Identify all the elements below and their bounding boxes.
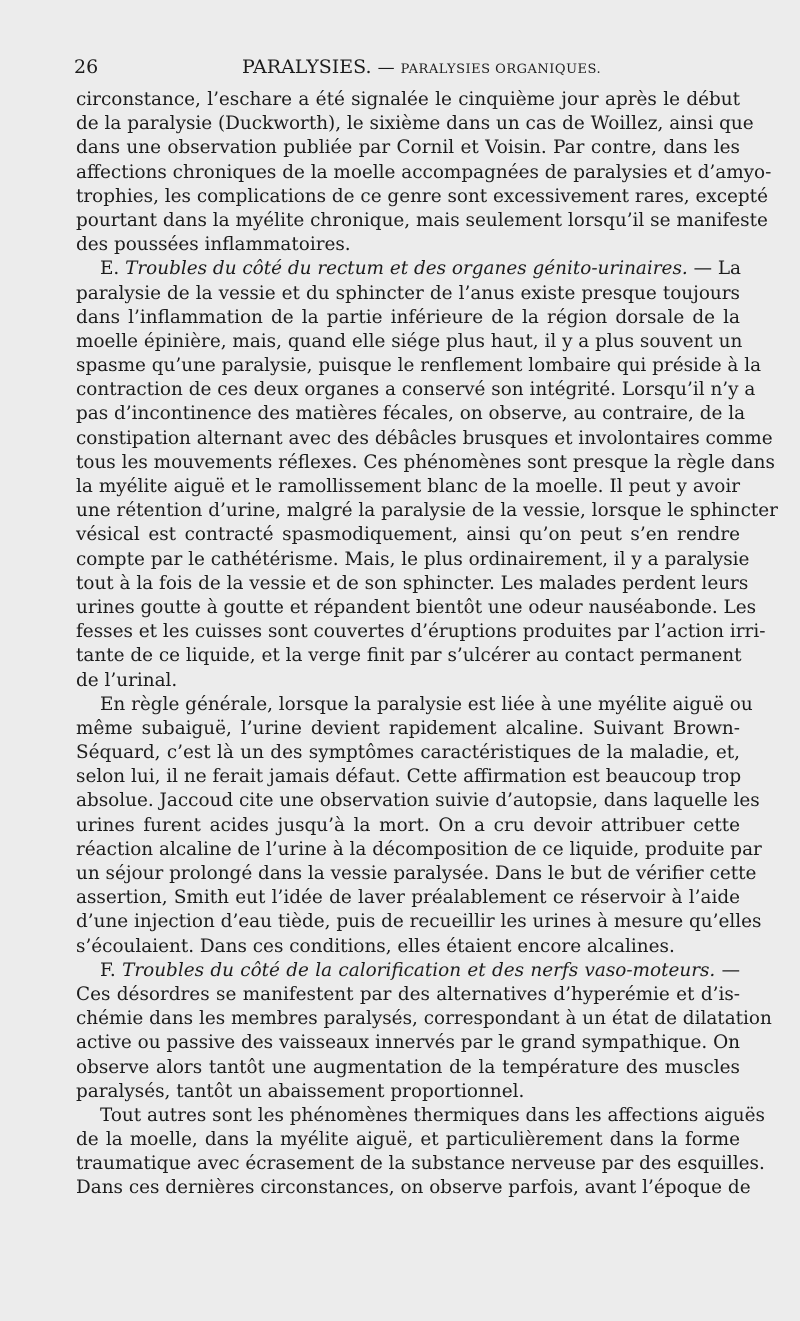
text-line: moelle épinière, mais, quand elle siége plus haut, il y a plus souvent un [76, 330, 743, 352]
text-line: s’écoulaient. Dans ces conditions, elles étaient encore alcalines. [76, 935, 675, 957]
text-line: Ces désordres se manifestent par des alternatives d’hyperémie et d’is- [76, 983, 740, 1005]
page-header [74, 54, 740, 82]
text-line: une rétention d’urine, malgré la paralysie de la vessie, lorsque le sphincter [76, 500, 778, 522]
text-line: selon lui, il ne ferait jamais défaut. Cette affirmation est beaucoup trop [76, 766, 742, 788]
text-line: compte par le cathétérisme. Mais, le plus ordinairement, il y a paralysie [76, 548, 750, 570]
text-line: dans une observation publiée par Cornil et Voisin. Par contre, dans les [76, 137, 740, 159]
section-heading-suffix: — La [687, 258, 741, 280]
text-line: fesses et les cuisses sont couvertes d’éruptions produites par l’action irri- [76, 621, 766, 643]
body-text [76, 88, 778, 1201]
text-line: chémie dans les membres paralysés, correspondant à un état de dilatation [76, 1008, 772, 1030]
text-line: de la paralysie (Duckworth), le sixième dans un cas de Woillez, ainsi que [76, 113, 754, 135]
text-line: assertion, Smith eut l’idée de laver préalablement ce réservoir à l’aide [76, 887, 740, 909]
page-number: 26 [74, 56, 99, 78]
running-title-main: PARALYSIES. [242, 56, 372, 78]
text-line: la myélite aiguë et le ramollissement blanc de la moelle. Il peut y avoir [76, 476, 740, 497]
text-line: paralysés, tantôt un abaissement proportionnel. [76, 1080, 525, 1102]
text-line: d’une injection d’eau tiède, puis de recueillir les urines à mesure qu’elles [76, 911, 762, 933]
text-line: de la moelle, dans la myélite aiguë, et particulièrement dans la forme [76, 1129, 740, 1151]
text-line: urines goutte à goutte et répandent bientôt une odeur nauséabonde. Les [76, 596, 757, 618]
text-line: Dans ces dernières circonstances, on observe parfois, avant l’époque de [76, 1177, 751, 1199]
section-heading: Troubles du côté du rectum et des organes génito-urinaires. [125, 258, 688, 280]
text-line: tout à la fois de la vessie et de son sphincter. Les malades perdent leurs [76, 572, 749, 594]
section-letter: E. [100, 258, 126, 280]
text-line: pas d’incontinence des matières fécales, on observe, au contraire, de la [76, 403, 746, 425]
text-line: active ou passive des vaisseaux innervés par le grand sympathique. On [76, 1032, 741, 1054]
text-line: observe alors tantôt une augmentation de la température des muscles [76, 1056, 740, 1078]
text-line: paralysie de la vessie et du sphincter de l’anus existe presque toujours [76, 282, 740, 304]
text-line [76, 959, 740, 983]
text-line: tous les mouvements réflexes. Ces phénomènes sont presque la règle dans [76, 451, 775, 473]
text-line: vésical est contracté spasmodiquement, ainsi qu’on peut s’en rendre [76, 524, 740, 546]
text-line: constipation alternant avec des débâcles brusques et involontaires comme [76, 427, 773, 449]
text-line: dans l’inflammation de la partie inférieure de la région dorsale de la [76, 306, 740, 328]
section-letter: F. [100, 959, 123, 981]
text-line: Séquard, c’est là un des symptômes caractéristiques de la maladie, et, [76, 742, 740, 764]
text-line: un séjour prolongé dans la vessie paralysée. Dans le but de vérifier cette [76, 863, 757, 884]
section-heading: Troubles du côté de la calorification et des nerfs vaso-moteurs. [122, 959, 716, 981]
text-line: spasme qu’une paralysie, puisque le renflement lombaire qui préside à la [76, 355, 762, 377]
text-line: pourtant dans la myélite chronique, mais seulement lorsqu’il se manifeste [76, 209, 768, 231]
running-title [242, 56, 601, 78]
text-line: Tout autres sont les phénomènes thermiques dans les affections aiguës [100, 1104, 765, 1126]
running-title-sub: PARALYSIES ORGANIQUES. [400, 62, 602, 77]
text-line: absolue. Jaccoud cite une observation suivie d’autopsie, dans laquelle les [76, 790, 760, 812]
text-line: urines furent acides jusqu’à la mort. On a cru devoir attribuer cette [76, 814, 740, 836]
text-line: de l’urinal. [76, 669, 178, 691]
running-title-separator: — [377, 58, 395, 78]
text-line: trophies, les complications de ce genre sont excessivement rares, excepté [76, 185, 768, 207]
text-line [76, 257, 740, 281]
text-line: En règle générale, lorsque la paralysie est liée à une myélite aiguë ou [100, 693, 753, 715]
section-heading-suffix: — [715, 959, 740, 981]
text-line: même subaiguë, l’urine devient rapidement alcaline. Suivant Brown- [76, 717, 740, 739]
text-line: affections chroniques de la moelle accompagnées de paralysies et d’amyo- [76, 161, 772, 183]
text-line: circonstance, l’eschare a été signalée le cinquième jour après le début [76, 89, 740, 110]
text-line: des poussées inflammatoires. [76, 234, 351, 256]
text-line: traumatique avec écrasement de la substance nerveuse par des esquilles. [76, 1153, 765, 1175]
text-line: réaction alcaline de l’urine à la décomposition de ce liquide, produite par [76, 838, 762, 860]
text-line: contraction de ces deux organes a conservé son intégrité. Lorsqu’il n’y a [76, 379, 756, 401]
text-line: tante de ce liquide, et la verge finit par s’ulcérer au contact permanent [76, 645, 742, 667]
